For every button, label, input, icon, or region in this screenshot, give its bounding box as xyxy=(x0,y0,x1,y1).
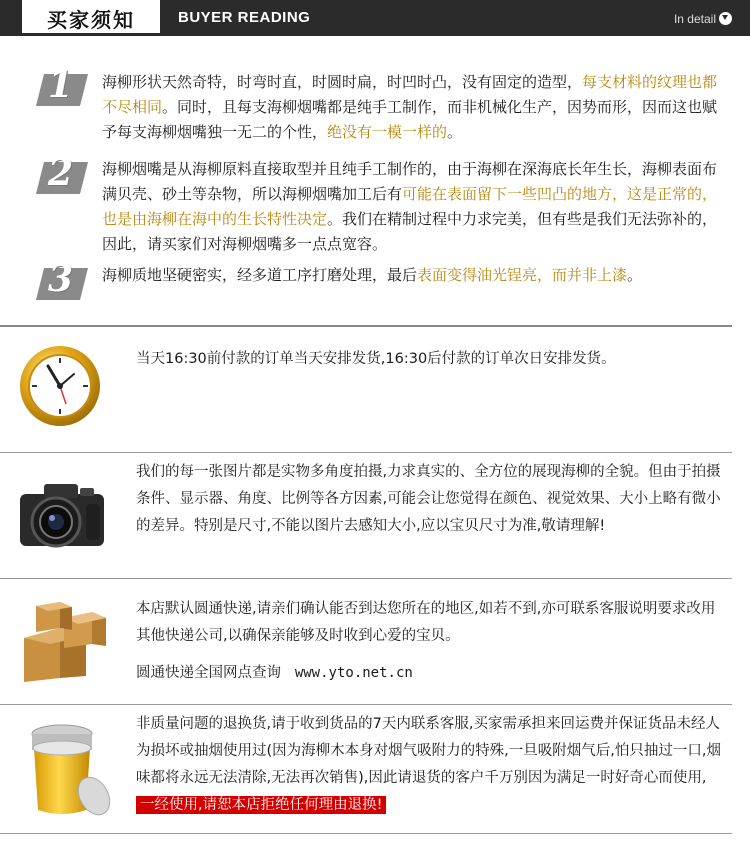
paragraph-3 xyxy=(102,263,722,288)
divider xyxy=(0,578,732,579)
courier-lookup-label: 圆通快递全国网点查询 xyxy=(136,665,281,681)
paragraph-text: 。我们在精制过程中力求完美，但有些是我们无法弥补的，因此，请买家们对海柳烟嘴多一点点宽容。 xyxy=(102,210,718,253)
paragraph-text: 。 xyxy=(447,123,463,141)
returns-warning: 一经使用,请恕本店拒绝任何理由退换! xyxy=(136,796,386,814)
number-badge-1: 1 xyxy=(40,70,88,108)
shipping-notice: 当天16:30前付款的订单当天安排发货,16:30后付款的订单次日安排发货。 xyxy=(136,351,616,367)
boxes-icon xyxy=(14,598,110,684)
clock-icon xyxy=(18,344,102,428)
returns-notice xyxy=(136,711,722,819)
courier-lookup xyxy=(136,660,722,687)
divider xyxy=(0,452,732,453)
camera-icon xyxy=(14,476,110,556)
returns-text: 非质量问题的退换货,请于收到货品的7天内联系客服,买家需承担来回运费并保证货品未经人为损坏或抽烟使用过(因为海柳木本身对烟气吸附力的特殊,一旦吸附烟气后,怕只抽过一口,烟味都将永远无法清除,无法再次销售),因此请退货的客户千万别因为满足一时好奇心而使用, xyxy=(136,716,721,786)
highlight-text: 每支材料的纹理也都不尽相同 xyxy=(102,73,718,116)
divider xyxy=(0,325,732,327)
highlight-text: 可能在表面留下一些凹凸的地方，这是正常的，也是由海柳在海中的生长特性决定 xyxy=(102,185,718,228)
divider xyxy=(0,704,732,705)
header-title-tab xyxy=(22,0,160,36)
paragraph-text: 海柳形状天然奇特，时弯时直，时圆时扁，时凹时凸，没有固定的造型， xyxy=(102,73,583,91)
paragraph-2 xyxy=(102,157,722,257)
chevron-down-icon[interactable] xyxy=(719,12,732,25)
in-detail-link[interactable]: In detail xyxy=(673,12,716,26)
number-badge-2: 2 xyxy=(40,158,88,196)
header-title: 买家须知 xyxy=(47,8,135,32)
divider xyxy=(0,833,732,834)
paragraph-text: 海柳质地坚硬密实，经多道工序打磨处理，最后 xyxy=(102,266,418,284)
header-bar xyxy=(0,0,750,36)
courier-notice: 本店默认圆通快递,请亲们确认能否到达您所在的地区,如若不到,亦可联系客服说明要求改用其他快递公司,以确保亲能够及时收到心爱的宝贝。 xyxy=(136,601,716,644)
number-badge-3: 3 xyxy=(40,264,88,302)
highlight-text: 表面变得油光锃亮，而并非上漆 xyxy=(417,266,628,284)
header-subtitle: BUYER READING xyxy=(178,9,311,26)
courier-lookup-link[interactable]: www.yto.net.cn xyxy=(294,665,413,681)
paragraph-text: 。同时，且每支海柳烟嘴都是纯手工制作，而非机械化生产，因势而形，因而这也赋予每支海柳烟嘴独一无二的个性， xyxy=(102,98,718,141)
paragraph-text: 。 xyxy=(627,266,643,284)
paragraph-text: 海柳烟嘴是从海柳原料直接取型并且纯手工制作的，由于海柳在深海底长年生长，海柳表面布满贝壳、砂土等杂物，所以海柳烟嘴加工后有 xyxy=(102,160,718,203)
photo-notice: 我们的每一张图片都是实物多角度拍摄,力求真实的、全方位的展现海柳的全貌。但由于拍摄条件、显示器、角度、比例等各方因素,可能会让您觉得在颜色、视觉效果、大小上略有微小的差异。特别是尺寸,不能以图片去感知大小,应以宝贝尺寸为准,敬请理解! xyxy=(136,464,721,534)
trash-bin-icon xyxy=(22,718,114,822)
paragraph-1 xyxy=(102,70,722,145)
highlight-text: 绝没有一模一样的 xyxy=(327,123,448,141)
